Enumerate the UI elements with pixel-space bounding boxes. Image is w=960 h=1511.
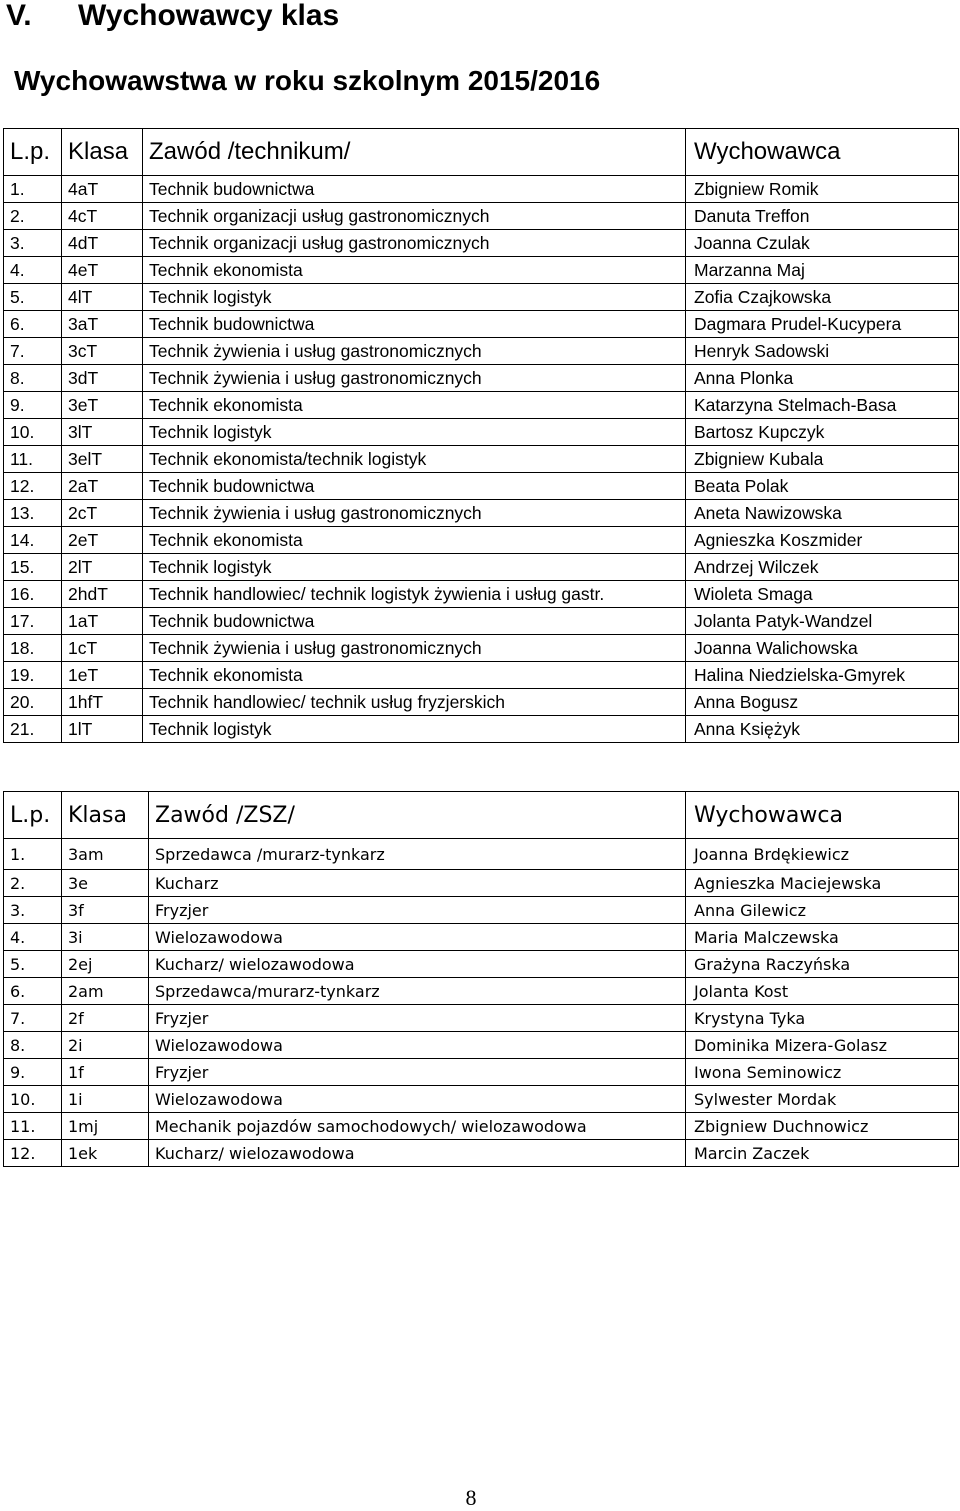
table-row bbox=[4, 338, 959, 365]
profession-cell: Technik żywienia i usług gastronomicznych bbox=[143, 635, 686, 662]
profession-cell: Technik organizacji usług gastronomicznych bbox=[143, 203, 686, 230]
section-heading bbox=[6, 0, 339, 34]
homeroom-teacher-cell: Henryk Sadowski bbox=[686, 338, 959, 365]
profession-cell: Technik logistyk bbox=[143, 284, 686, 311]
profession-cell: Technik żywienia i usług gastronomicznych bbox=[143, 365, 686, 392]
row-number-cell: 15. bbox=[4, 554, 62, 581]
profession-cell: Technik ekonomista bbox=[143, 257, 686, 284]
table-row bbox=[4, 608, 959, 635]
row-number-cell: 11. bbox=[4, 446, 62, 473]
class-code-cell: 4cT bbox=[62, 203, 143, 230]
profession-cell: Sprzedawca /murarz-tynkarz bbox=[149, 839, 686, 870]
technikum-table bbox=[3, 128, 959, 743]
class-code-cell: 1hfT bbox=[62, 689, 143, 716]
table-row bbox=[4, 870, 959, 897]
section-number: V. bbox=[6, 0, 32, 32]
row-number-cell: 3. bbox=[4, 230, 62, 257]
class-code-cell: 2aT bbox=[62, 473, 143, 500]
homeroom-teacher-cell: Andrzej Wilczek bbox=[686, 554, 959, 581]
column-header: Klasa bbox=[62, 792, 149, 839]
homeroom-teacher-cell: Joanna Czulak bbox=[686, 230, 959, 257]
class-code-cell: 3dT bbox=[62, 365, 143, 392]
homeroom-teacher-cell: Marzanna Maj bbox=[686, 257, 959, 284]
table-row bbox=[4, 392, 959, 419]
table-row bbox=[4, 1086, 959, 1113]
table-row bbox=[4, 978, 959, 1005]
homeroom-teacher-cell: Jolanta Kost bbox=[686, 978, 959, 1005]
profession-cell: Kucharz bbox=[149, 870, 686, 897]
table-row bbox=[4, 365, 959, 392]
homeroom-teacher-cell: Danuta Treffon bbox=[686, 203, 959, 230]
row-number-cell: 14. bbox=[4, 527, 62, 554]
table-row bbox=[4, 635, 959, 662]
page-number: 8 bbox=[465, 1485, 477, 1510]
profession-cell: Technik budownictwa bbox=[143, 176, 686, 203]
table-row bbox=[4, 716, 959, 743]
class-code-cell: 3lT bbox=[62, 419, 143, 446]
profession-cell: Technik logistyk bbox=[143, 716, 686, 743]
table-header-row bbox=[4, 792, 959, 839]
profession-cell: Technik logistyk bbox=[143, 419, 686, 446]
homeroom-teacher-cell: Agnieszka Maciejewska bbox=[686, 870, 959, 897]
homeroom-teacher-cell: Dominika Mizera-Golasz bbox=[686, 1032, 959, 1059]
homeroom-teacher-cell: Joanna Walichowska bbox=[686, 635, 959, 662]
homeroom-teacher-cell: Maria Malczewska bbox=[686, 924, 959, 951]
row-number-cell: 10. bbox=[4, 419, 62, 446]
row-number-cell: 21. bbox=[4, 716, 62, 743]
row-number-cell: 9. bbox=[4, 392, 62, 419]
class-code-cell: 3am bbox=[62, 839, 149, 870]
row-number-cell: 3. bbox=[4, 897, 62, 924]
row-number-cell: 4. bbox=[4, 257, 62, 284]
row-number-cell: 8. bbox=[4, 1032, 62, 1059]
homeroom-teacher-cell: Jolanta Patyk-Wandzel bbox=[686, 608, 959, 635]
table-header-row bbox=[4, 129, 959, 176]
row-number-cell: 1. bbox=[4, 176, 62, 203]
column-header: Zawód /ZSZ/ bbox=[149, 792, 686, 839]
class-code-cell: 4dT bbox=[62, 230, 143, 257]
class-code-cell: 2eT bbox=[62, 527, 143, 554]
table-row bbox=[4, 951, 959, 978]
row-number-cell: 12. bbox=[4, 1140, 62, 1167]
row-number-cell: 13. bbox=[4, 500, 62, 527]
profession-cell: Wielozawodowa bbox=[149, 1032, 686, 1059]
row-number-cell: 5. bbox=[4, 951, 62, 978]
table-row bbox=[4, 473, 959, 500]
row-number-cell: 17. bbox=[4, 608, 62, 635]
class-code-cell: 3i bbox=[62, 924, 149, 951]
class-code-cell: 3aT bbox=[62, 311, 143, 338]
row-number-cell: 6. bbox=[4, 978, 62, 1005]
class-code-cell: 2lT bbox=[62, 554, 143, 581]
class-code-cell: 3cT bbox=[62, 338, 143, 365]
row-number-cell: 7. bbox=[4, 1005, 62, 1032]
homeroom-teacher-cell: Joanna Brdękiewicz bbox=[686, 839, 959, 870]
class-code-cell: 2am bbox=[62, 978, 149, 1005]
column-header: Zawód /technikum/ bbox=[143, 129, 686, 176]
table-row bbox=[4, 581, 959, 608]
column-header: Wychowawca bbox=[686, 129, 959, 176]
homeroom-teacher-cell: Wioleta Smaga bbox=[686, 581, 959, 608]
table-row bbox=[4, 527, 959, 554]
table-row bbox=[4, 1113, 959, 1140]
profession-cell: Fryzjer bbox=[149, 1005, 686, 1032]
table-row bbox=[4, 311, 959, 338]
row-number-cell: 2. bbox=[4, 203, 62, 230]
row-number-cell: 2. bbox=[4, 870, 62, 897]
class-code-cell: 2ej bbox=[62, 951, 149, 978]
profession-cell: Technik ekonomista bbox=[143, 392, 686, 419]
row-number-cell: 4. bbox=[4, 924, 62, 951]
row-number-cell: 5. bbox=[4, 284, 62, 311]
profession-cell: Technik żywienia i usług gastronomicznych bbox=[143, 338, 686, 365]
profession-cell: Technik budownictwa bbox=[143, 311, 686, 338]
table-row bbox=[4, 284, 959, 311]
table-row bbox=[4, 1059, 959, 1086]
homeroom-teacher-cell: Krystyna Tyka bbox=[686, 1005, 959, 1032]
class-code-cell: 2f bbox=[62, 1005, 149, 1032]
class-code-cell: 4eT bbox=[62, 257, 143, 284]
table-row bbox=[4, 500, 959, 527]
row-number-cell: 16. bbox=[4, 581, 62, 608]
profession-cell: Kucharz/ wielozawodowa bbox=[149, 1140, 686, 1167]
row-number-cell: 8. bbox=[4, 365, 62, 392]
profession-cell: Technik handlowiec/ technik usług fryzjerskich bbox=[143, 689, 686, 716]
table-row bbox=[4, 689, 959, 716]
column-header: Wychowawca bbox=[686, 792, 959, 839]
profession-cell: Technik organizacji usług gastronomicznych bbox=[143, 230, 686, 257]
class-code-cell: 1f bbox=[62, 1059, 149, 1086]
homeroom-teacher-cell: Katarzyna Stelmach-Basa bbox=[686, 392, 959, 419]
zsz-table bbox=[3, 791, 959, 1167]
homeroom-teacher-cell: Zofia Czajkowska bbox=[686, 284, 959, 311]
row-number-cell: 6. bbox=[4, 311, 62, 338]
class-code-cell: 3eT bbox=[62, 392, 143, 419]
homeroom-teacher-cell: Aneta Nawizowska bbox=[686, 500, 959, 527]
table-row bbox=[4, 1005, 959, 1032]
homeroom-teacher-cell: Zbigniew Kubala bbox=[686, 446, 959, 473]
profession-cell: Sprzedawca/murarz-tynkarz bbox=[149, 978, 686, 1005]
class-code-cell: 2cT bbox=[62, 500, 143, 527]
table-row bbox=[4, 257, 959, 284]
table-row bbox=[4, 419, 959, 446]
class-code-cell: 2hdT bbox=[62, 581, 143, 608]
table-row bbox=[4, 554, 959, 581]
class-code-cell: 1mj bbox=[62, 1113, 149, 1140]
profession-cell: Kucharz/ wielozawodowa bbox=[149, 951, 686, 978]
section-title: Wychowawcy klas bbox=[78, 0, 340, 32]
class-code-cell: 1lT bbox=[62, 716, 143, 743]
table-row bbox=[4, 1032, 959, 1059]
table-row bbox=[4, 176, 959, 203]
homeroom-teacher-cell: Anna Gilewicz bbox=[686, 897, 959, 924]
profession-cell: Technik handlowiec/ technik logistyk żywienia i usług gastr. bbox=[143, 581, 686, 608]
class-code-cell: 1cT bbox=[62, 635, 143, 662]
table-row bbox=[4, 446, 959, 473]
column-header: L.p. bbox=[4, 129, 62, 176]
profession-cell: Technik budownictwa bbox=[143, 473, 686, 500]
homeroom-teacher-cell: Agnieszka Koszmider bbox=[686, 527, 959, 554]
column-header: L.p. bbox=[4, 792, 62, 839]
class-code-cell: 3elT bbox=[62, 446, 143, 473]
row-number-cell: 19. bbox=[4, 662, 62, 689]
table-row bbox=[4, 230, 959, 257]
profession-cell: Mechanik pojazdów samochodowych/ wielozawodowa bbox=[149, 1113, 686, 1140]
class-code-cell: 1eT bbox=[62, 662, 143, 689]
class-code-cell: 1ek bbox=[62, 1140, 149, 1167]
profession-cell: Technik logistyk bbox=[143, 554, 686, 581]
profession-cell: Fryzjer bbox=[149, 1059, 686, 1086]
homeroom-teacher-cell: Marcin Zaczek bbox=[686, 1140, 959, 1167]
class-code-cell: 2i bbox=[62, 1032, 149, 1059]
homeroom-teacher-cell: Bartosz Kupczyk bbox=[686, 419, 959, 446]
row-number-cell: 10. bbox=[4, 1086, 62, 1113]
column-header: Klasa bbox=[62, 129, 143, 176]
table-row bbox=[4, 203, 959, 230]
row-number-cell: 9. bbox=[4, 1059, 62, 1086]
class-code-cell: 1aT bbox=[62, 608, 143, 635]
homeroom-teacher-cell: Zbigniew Duchnowicz bbox=[686, 1113, 959, 1140]
table-row bbox=[4, 839, 959, 870]
table-row bbox=[4, 897, 959, 924]
homeroom-teacher-cell: Anna Księżyk bbox=[686, 716, 959, 743]
profession-cell: Wielozawodowa bbox=[149, 924, 686, 951]
profession-cell: Fryzjer bbox=[149, 897, 686, 924]
row-number-cell: 7. bbox=[4, 338, 62, 365]
class-code-cell: 1i bbox=[62, 1086, 149, 1113]
row-number-cell: 18. bbox=[4, 635, 62, 662]
profession-cell: Technik żywienia i usług gastronomicznych bbox=[143, 500, 686, 527]
profession-cell: Technik ekonomista bbox=[143, 527, 686, 554]
homeroom-teacher-cell: Anna Plonka bbox=[686, 365, 959, 392]
row-number-cell: 12. bbox=[4, 473, 62, 500]
table-row bbox=[4, 924, 959, 951]
table-row bbox=[4, 662, 959, 689]
class-code-cell: 4aT bbox=[62, 176, 143, 203]
homeroom-teacher-cell: Iwona Seminowicz bbox=[686, 1059, 959, 1086]
profession-cell: Technik ekonomista bbox=[143, 662, 686, 689]
homeroom-teacher-cell: Anna Bogusz bbox=[686, 689, 959, 716]
homeroom-teacher-cell: Beata Polak bbox=[686, 473, 959, 500]
profession-cell: Technik ekonomista/technik logistyk bbox=[143, 446, 686, 473]
homeroom-teacher-cell: Dagmara Prudel-Kucypera bbox=[686, 311, 959, 338]
page-subtitle: Wychowawstwa w roku szkolnym 2015/2016 bbox=[14, 65, 601, 96]
row-number-cell: 20. bbox=[4, 689, 62, 716]
profession-cell: Technik budownictwa bbox=[143, 608, 686, 635]
homeroom-teacher-cell: Grażyna Raczyńska bbox=[686, 951, 959, 978]
row-number-cell: 1. bbox=[4, 839, 62, 870]
class-code-cell: 3f bbox=[62, 897, 149, 924]
homeroom-teacher-cell: Sylwester Mordak bbox=[686, 1086, 959, 1113]
table-row bbox=[4, 1140, 959, 1167]
row-number-cell: 11. bbox=[4, 1113, 62, 1140]
homeroom-teacher-cell: Zbigniew Romik bbox=[686, 176, 959, 203]
profession-cell: Wielozawodowa bbox=[149, 1086, 686, 1113]
class-code-cell: 4lT bbox=[62, 284, 143, 311]
class-code-cell: 3e bbox=[62, 870, 149, 897]
homeroom-teacher-cell: Halina Niedzielska-Gmyrek bbox=[686, 662, 959, 689]
